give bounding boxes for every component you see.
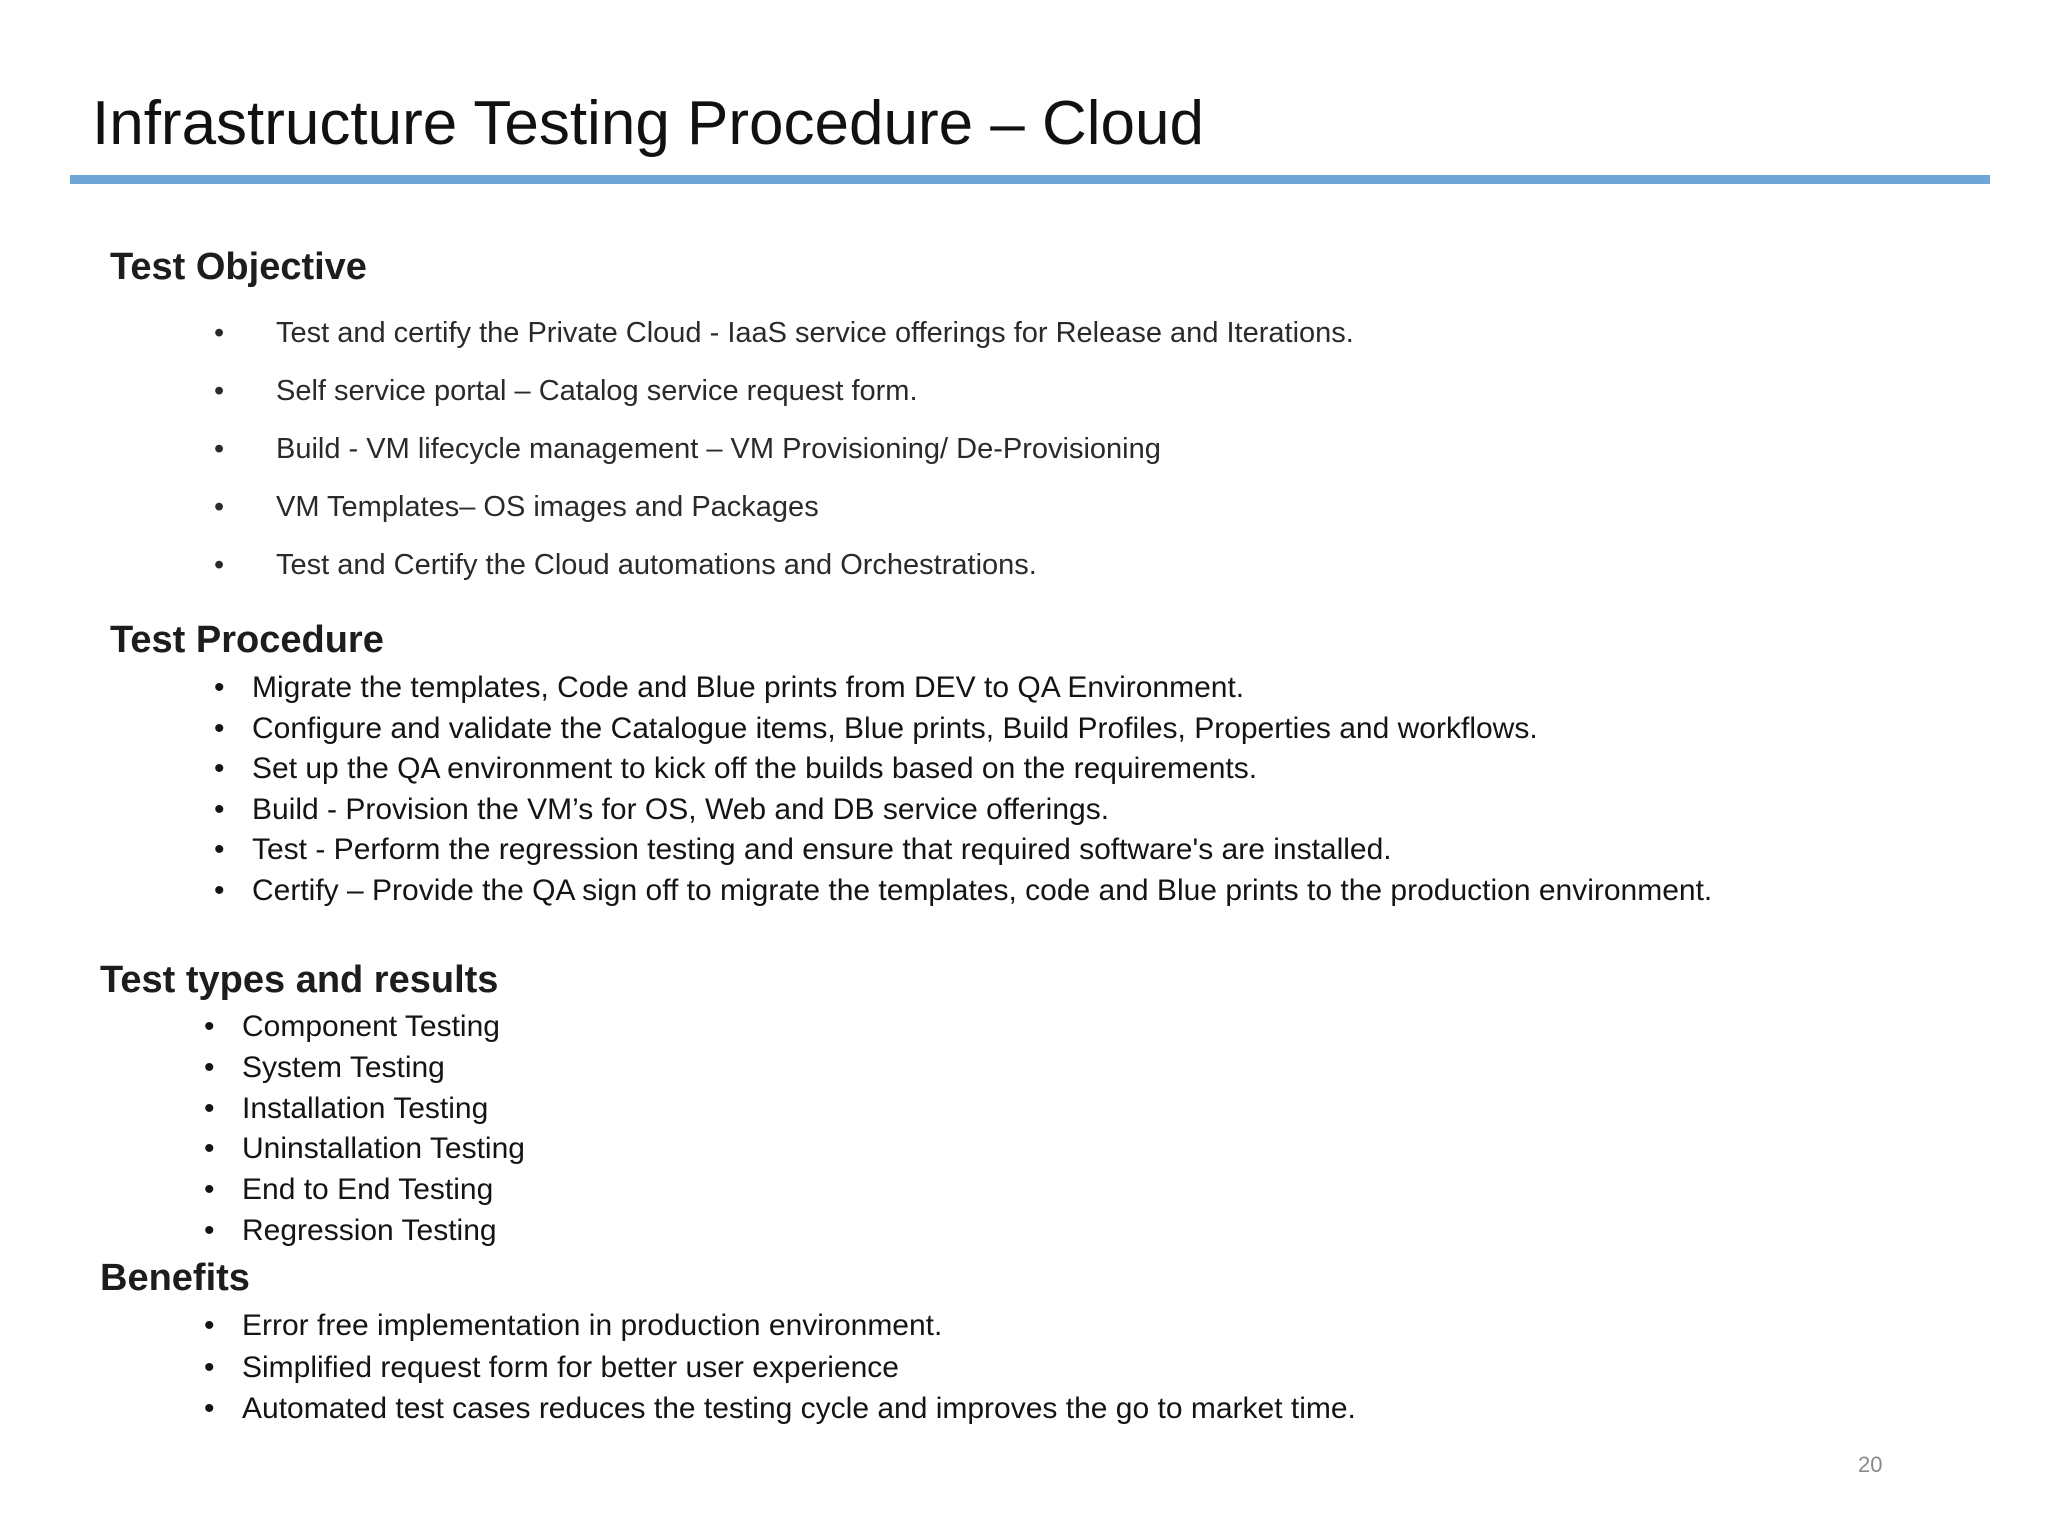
list-item-text: Set up the QA environment to kick off the builds based on the requirements. bbox=[252, 752, 1258, 785]
list-item bbox=[210, 668, 1712, 709]
test-types-list bbox=[200, 1007, 525, 1252]
title-divider bbox=[70, 175, 1990, 184]
list-item-text: Migrate the templates, Code and Blue prints from DEV to QA Environment. bbox=[252, 671, 1245, 704]
bullet-icon: • bbox=[204, 1010, 215, 1043]
bullet-icon: • bbox=[214, 317, 225, 349]
list-item-text: Self service portal – Catalog service request form. bbox=[276, 375, 918, 407]
list-item-text: End to End Testing bbox=[242, 1173, 494, 1207]
bullet-icon: • bbox=[214, 375, 225, 407]
list-item bbox=[200, 1211, 525, 1252]
list-item bbox=[200, 1048, 525, 1089]
list-item bbox=[210, 709, 1712, 750]
list-item bbox=[200, 1389, 1356, 1431]
bullet-icon: • bbox=[214, 752, 225, 785]
bullet-icon: • bbox=[204, 1392, 215, 1425]
list-item-text: Regression Testing bbox=[242, 1213, 497, 1247]
list-item-text: Test and certify the Private Cloud - IaaS service offerings for Release and Iterations. bbox=[276, 317, 1354, 349]
bullet-icon: • bbox=[214, 792, 225, 826]
list-item bbox=[210, 312, 1354, 370]
list-item-text: Configure and validate the Catalogue items, Blue prints, Build Profiles, Properties and workflows. bbox=[252, 711, 1538, 745]
list-item bbox=[200, 1007, 525, 1048]
list-item-text: Component Testing bbox=[242, 1010, 500, 1043]
bullet-icon: • bbox=[214, 433, 225, 465]
list-item bbox=[200, 1306, 1356, 1348]
bullet-icon: • bbox=[214, 549, 225, 581]
list-item bbox=[210, 830, 1712, 871]
list-item bbox=[210, 790, 1712, 831]
bullet-icon: • bbox=[204, 1050, 215, 1084]
list-item bbox=[210, 544, 1354, 602]
heading-benefits: Benefits bbox=[100, 1257, 250, 1299]
list-item bbox=[200, 1129, 525, 1170]
bullet-icon: • bbox=[214, 873, 225, 907]
heading-test-types: Test types and results bbox=[100, 959, 499, 1001]
list-item bbox=[200, 1348, 1356, 1390]
list-item bbox=[210, 871, 1712, 912]
list-item-text: Automated test cases reduces the testing cycle and improves the go to market time. bbox=[242, 1392, 1356, 1425]
list-item-text: System Testing bbox=[242, 1050, 445, 1084]
benefits-list bbox=[200, 1306, 1356, 1431]
list-item bbox=[210, 749, 1712, 790]
procedure-list bbox=[210, 668, 1712, 911]
bullet-icon: • bbox=[204, 1091, 215, 1125]
bullet-icon: • bbox=[204, 1309, 215, 1342]
bullet-icon: • bbox=[214, 671, 225, 704]
bullet-icon: • bbox=[214, 833, 225, 866]
bullet-icon: • bbox=[214, 711, 225, 745]
list-item-text: Simplified request form for better user experience bbox=[242, 1350, 899, 1384]
bullet-icon: • bbox=[204, 1350, 215, 1384]
heading-test-procedure: Test Procedure bbox=[110, 619, 384, 661]
list-item bbox=[200, 1089, 525, 1130]
list-item-text: Build - Provision the VM’s for OS, Web and DB service offerings. bbox=[252, 792, 1110, 826]
heading-test-objective: Test Objective bbox=[110, 246, 367, 288]
list-item bbox=[210, 486, 1354, 544]
list-item-text: Test - Perform the regression testing and ensure that required software's are installed. bbox=[252, 833, 1392, 866]
list-item-text: Build - VM lifecycle management – VM Provisioning/ De-Provisioning bbox=[276, 433, 1161, 465]
list-item bbox=[210, 370, 1354, 428]
list-item-text: Installation Testing bbox=[242, 1091, 489, 1125]
list-item bbox=[200, 1170, 525, 1211]
bullet-icon: • bbox=[204, 1132, 215, 1166]
bullet-icon: • bbox=[204, 1173, 215, 1207]
objective-list bbox=[210, 312, 1354, 602]
list-item-text: Test and Certify the Cloud automations and Orchestrations. bbox=[276, 549, 1037, 581]
list-item-text: VM Templates– OS images and Packages bbox=[276, 491, 819, 523]
list-item-text: Certify – Provide the QA sign off to migrate the templates, code and Blue prints to the production environment. bbox=[252, 873, 1713, 907]
list-item-text: Uninstallation Testing bbox=[242, 1132, 525, 1166]
bullet-icon: • bbox=[204, 1213, 215, 1247]
bullet-icon: • bbox=[214, 491, 225, 523]
page-number: 20 bbox=[1858, 1452, 1883, 1477]
slide-title: Infrastructure Testing Procedure – Cloud bbox=[92, 89, 1205, 158]
list-item-text: Error free implementation in production environment. bbox=[242, 1309, 943, 1342]
list-item bbox=[210, 428, 1354, 486]
